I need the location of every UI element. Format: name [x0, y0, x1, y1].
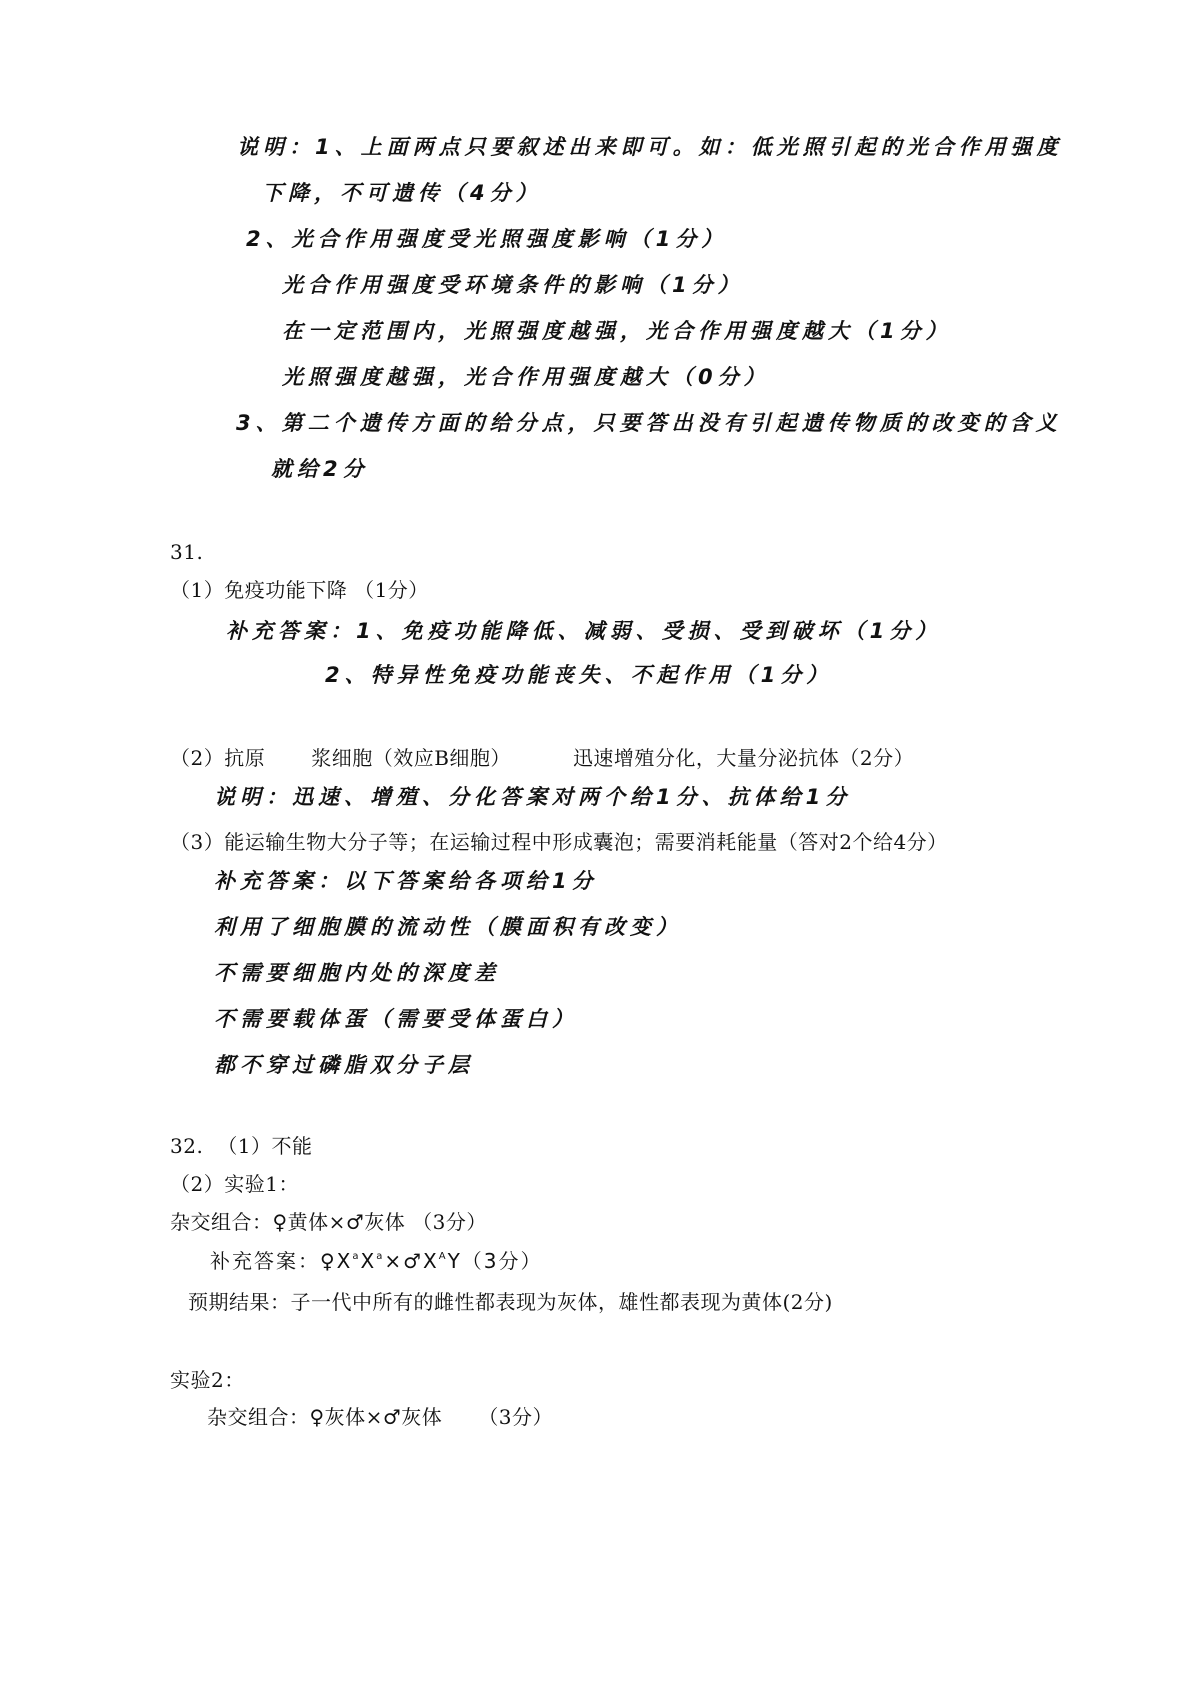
genotype-female-x-2: X	[360, 1249, 377, 1273]
q32-header	[170, 1136, 313, 1156]
q32-cross-1: 杂交组合：♀黄体×♂灰体 （3分）	[170, 1210, 487, 1234]
genotype-female-x: ♀X	[320, 1249, 353, 1273]
q31-part1-supplement-2: 2、特异性免疫功能丧失、不起作用（1分）	[325, 663, 833, 687]
genotype-male-y: Y（3分）	[447, 1249, 543, 1273]
allele-a-superscript-2: a	[376, 1251, 385, 1262]
note-line-4: 光合作用强度受环境条件的影响（1分）	[282, 273, 744, 297]
q31-part2	[170, 748, 914, 768]
q32-genotype-supplement	[210, 1251, 543, 1271]
q32-part2: （2）实验1：	[170, 1172, 299, 1196]
note-line-2: 下降，不可遗传（4分）	[262, 181, 542, 205]
q31-part3-supplement: 补充答案：以下答案给各项给1分	[214, 869, 598, 893]
allele-A-superscript: A	[438, 1251, 448, 1262]
q31-part2-answer-c: 迅速增殖分化，大量分泌抗体（2分）	[572, 746, 915, 770]
note-line-8: 就给2分	[271, 457, 369, 481]
note-line-7: 3、第二个遗传方面的给分点，只要答出没有引起遗传物质的改变的含义	[236, 411, 1062, 435]
q32-cross-2-text: 杂交组合：♀灰体×♂灰体	[207, 1405, 443, 1429]
note-line-6: 光照强度越强，光合作用强度越大（0分）	[282, 365, 770, 389]
q31-part3: （3）能运输生物大分子等；在运输过程中形成囊泡；需要消耗能量（答对2个给4分）	[170, 830, 948, 854]
note-line-1: 说明：1、上面两点只要叙述出来即可。如：低光照引起的光合作用强度	[237, 135, 1063, 159]
note-line-3: 2、光合作用强度受光照强度影响（1分）	[246, 227, 728, 251]
q31-part2-answer-b: 浆细胞（效应B细胞）	[311, 746, 511, 770]
allele-a-superscript: a	[352, 1251, 361, 1262]
q31-part1-supplement-1: 补充答案：1、免疫功能降低、减弱、受损、受到破坏（1分）	[226, 619, 942, 643]
q32-experiment-2: 实验2：	[170, 1368, 245, 1392]
q31-part3-item-4: 都不穿过磷脂双分子层	[214, 1053, 474, 1077]
q32-number: 32.	[170, 1134, 204, 1158]
q31-part3-item-1: 利用了细胞膜的流动性（膜面积有改变）	[214, 915, 682, 939]
genotype-male-x: ×♂X	[384, 1249, 439, 1273]
note-line-5: 在一定范围内，光照强度越强，光合作用强度越大（1分）	[282, 319, 952, 343]
q31-part1: （1）免疫功能下降 （1分）	[170, 578, 429, 602]
q32-cross-2-score: （3分）	[478, 1405, 554, 1429]
q31-part3-item-2: 不需要细胞内处的深度差	[214, 961, 500, 985]
q31-part2-answer-a: （2）抗原	[170, 746, 266, 770]
q31-part3-item-3: 不需要载体蛋（需要受体蛋白）	[214, 1007, 578, 1031]
q32-supplement-label: 补充答案：	[210, 1249, 320, 1273]
q32-cross-2	[207, 1407, 553, 1427]
q32-part1: （1）不能	[217, 1134, 313, 1158]
q32-expected-result: 预期结果：子一代中所有的雌性都表现为灰体，雄性都表现为黄体(2分)	[188, 1290, 833, 1314]
q31-number: 31.	[170, 540, 204, 564]
q31-part2-note: 说明：迅速、增殖、分化答案对两个给1分、抗体给1分	[214, 785, 852, 809]
